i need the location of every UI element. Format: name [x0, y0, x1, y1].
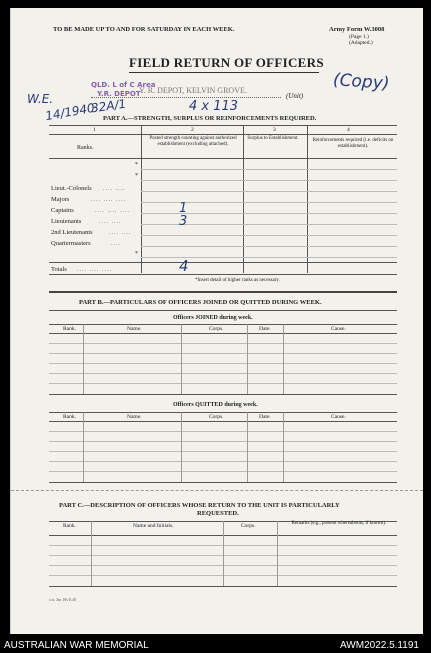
unit-typed: Y. R. DEPOT, KELVIN GROVE.	[139, 86, 247, 95]
rank-row-2: Lieut.-Colonels	[51, 185, 92, 192]
part-c-title-line1: PART C.—DESCRIPTION OF OFFICERS WHOSE RETURN TO THE UNIT IS PARTICULARLY	[59, 502, 340, 509]
quitted-col-rank: Rank.	[63, 414, 76, 420]
form-page-number: (Page 1.)	[349, 34, 369, 40]
joined-col-date: Date.	[259, 326, 271, 332]
part-b-title: PART B.—PARTICULARS OF OFFICERS JOINED OR QUITTED DURING WEEK.	[79, 299, 322, 306]
form-adapted: (Adapted.)	[349, 40, 373, 46]
rank-row-5: Lieutenants	[51, 218, 82, 225]
quitted-title: Officers QUITTED during week.	[173, 402, 258, 408]
footer-right: AWM2022.5.1191	[340, 640, 419, 651]
part-a-footnote: *Insert detail of higher ranks as necessary.	[195, 278, 280, 283]
print-code: s.w. 3m 10s E.40	[49, 597, 77, 602]
rank-row-4: Captains	[51, 207, 74, 214]
col-number-3: 3	[273, 127, 276, 133]
joined-col-name: Name.	[127, 326, 142, 332]
joined-col-cause: Cause.	[331, 326, 346, 332]
form-title: FIELD RETURN OF OFFICERS	[129, 55, 324, 70]
col-header-ranks: Ranks.	[77, 145, 94, 151]
part-c-col-name: Name and Initials.	[133, 523, 174, 529]
totals-value: 4	[179, 257, 189, 275]
rank-row-6: 2nd Lieutenants	[51, 229, 93, 236]
rank-row-0: *	[135, 162, 138, 168]
part-c-col-remarks: Remarks (e.g., present whereabouts, if known).	[291, 521, 387, 526]
handwritten-code: 4 x 113	[189, 99, 239, 114]
lieutenants-value: 3	[179, 214, 188, 229]
captains-value: 1	[179, 201, 188, 216]
quitted-col-date: Date.	[259, 414, 271, 420]
copy-mark: (Copy)	[332, 70, 391, 94]
handwritten-ref: 32A/1	[90, 96, 127, 116]
joined-title: Officers JOINED during week.	[173, 315, 253, 321]
form-page: TO BE MADE UP TO AND FOR SATURDAY IN EACH WEEK. Army Form W.3008 (Page 1.) (Adapted.) FIELD RETURN OF OFFICERS (Copy) QLD. L of C Area Y.R. DEPOT Y. R. DEPOT, KELVIN GROVE. (Unit) W.E. 14/1940 32A/1 4 x 113 PART A.—STRENGTH, SURPLUS OR REINFORCEMENTS REQUIRED. 1 2 3 4 Ranks. Posted strength counting against authorized establishment (excluding attached). Surplus to Establishment. Reinforcements required (i.e. deficits on establishment). * * Lieut.-Colonels Majors Captains Lieutenants 2nd Lieutenants Quartermasters * .... .... .... .... .... .... .... .... .... .... .... .... .... 1 3 Totals .... .... .... 4 *Insert detail of higher ranks as necessary. PART B.—PARTICULARS OF OFFICERS JOINED OR QUITTED DURING WEEK. Officers JOINED during week. Rank. Name. Corps. Date. Cause. Officers QUITTED during week. Rank. Name. Corps. Date. Cause. PART C.—DESCRIPTION OF OFFICERS WHOSE RETURN TO THE UNIT IS PARTICULARLY REQUESTED. Rank. Name and Initials. Corps. Remarks (e.g., present whereabouts, if known). s.w. 3m 10s E.40	[10, 8, 423, 634]
joined-col-corps: Corps.	[209, 326, 224, 332]
rank-row-1: *	[135, 173, 138, 179]
rank-row-7: Quartermasters	[51, 240, 91, 247]
part-c-title-line2: REQUESTED.	[197, 510, 239, 517]
handwritten-date: 14/1940	[44, 100, 96, 124]
unit-label: (Unit)	[286, 92, 304, 100]
rank-row-3: Majors	[51, 196, 70, 203]
col-header-posted: Posted strength counting against authorized establishment (excluding attached).	[149, 136, 237, 147]
col-number-1: 1	[93, 127, 96, 133]
rank-row-8: *	[135, 251, 138, 257]
col-header-reinforcements: Reinforcements required (i.e. deficits on establishment).	[312, 138, 394, 149]
part-c-col-rank: Rank.	[63, 523, 76, 529]
unit-stamp-line1: QLD. L of C Area	[91, 81, 156, 89]
quitted-col-corps: Corps.	[209, 414, 224, 420]
col-header-surplus: Surplus to Establishment.	[247, 136, 299, 141]
joined-col-rank: Rank.	[63, 326, 76, 332]
part-a-title: PART A.—STRENGTH, SURPLUS OR REINFORCEMENTS REQUIRED.	[103, 115, 317, 122]
header-note: TO BE MADE UP TO AND FOR SATURDAY IN EACH WEEK.	[53, 26, 235, 33]
quitted-col-name: Name.	[127, 414, 142, 420]
col-number-4: 4	[347, 127, 350, 133]
quitted-col-cause: Cause.	[331, 414, 346, 420]
totals-label: Totals	[51, 266, 67, 273]
form-number: Army Form W.3008	[329, 26, 385, 33]
col-number-2: 2	[191, 127, 194, 133]
footer-left: AUSTRALIAN WAR MEMORIAL	[4, 640, 149, 651]
handwritten-we: W.E.	[27, 92, 54, 106]
part-c-col-corps: Corps.	[241, 523, 256, 529]
unit-stamp-line2: Y.R. DEPOT	[97, 90, 141, 98]
